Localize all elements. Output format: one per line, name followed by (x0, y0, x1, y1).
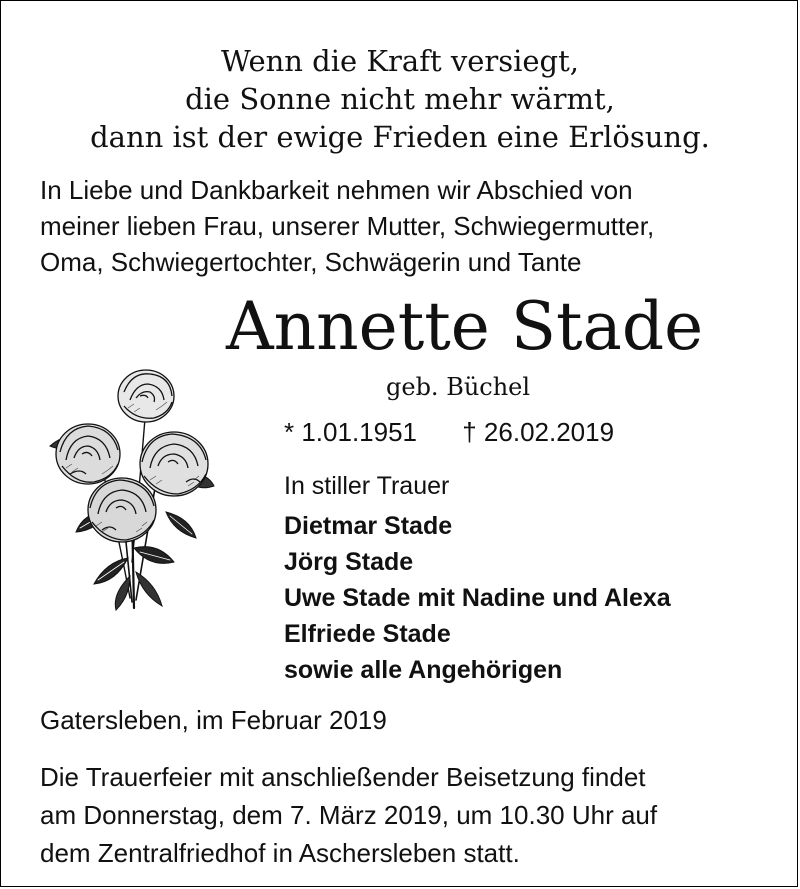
intro-line: In Liebe und Dankbarkeit nehmen wir Abschied von (40, 175, 633, 205)
death-date: † 26.02.2019 (462, 417, 615, 447)
mourners-list (284, 508, 671, 688)
poem-line: dann ist der ewige Frieden eine Erlösung. (90, 120, 710, 154)
intro-line: meiner lieben Frau, unserer Mutter, Schwiegermutter, (40, 211, 655, 241)
service-line: dem Zentralfriedhof in Aschersleben statt. (40, 838, 520, 868)
poem-line: Wenn die Kraft versiegt, (221, 44, 579, 78)
mourner-name: Jörg Stade (284, 548, 414, 576)
mourner-name: Dietmar Stade (284, 512, 453, 540)
mourner-name: Elfriede Stade (284, 620, 451, 648)
roses-icon (36, 362, 222, 614)
mourner-name: Uwe Stade mit Nadine und Alexa (284, 584, 671, 612)
place-date: Gatersleben, im Februar 2019 (40, 705, 387, 735)
poem (0, 42, 800, 156)
maiden-name: geb. Büchel (386, 373, 531, 401)
birth-date: * 1.01.1951 (284, 417, 418, 447)
service-line: am Donnerstag, dem 7. März 2019, um 10.30 Uhr auf (40, 800, 658, 830)
mourner-name: sowie alle Angehörigen (284, 656, 563, 684)
life-dates (284, 416, 614, 448)
poem-line: die Sonne nicht mehr wärmt, (185, 82, 615, 116)
service-info (40, 758, 780, 872)
deceased-name: Annette Stade (226, 288, 704, 365)
mourning-heading: In stiller Trauer (284, 472, 450, 500)
service-line: Die Trauerfeier mit anschließender Beisetzung findet (40, 762, 646, 792)
intro-text (40, 172, 780, 280)
intro-line: Oma, Schwiegertochter, Schwägerin und Tante (40, 247, 582, 277)
